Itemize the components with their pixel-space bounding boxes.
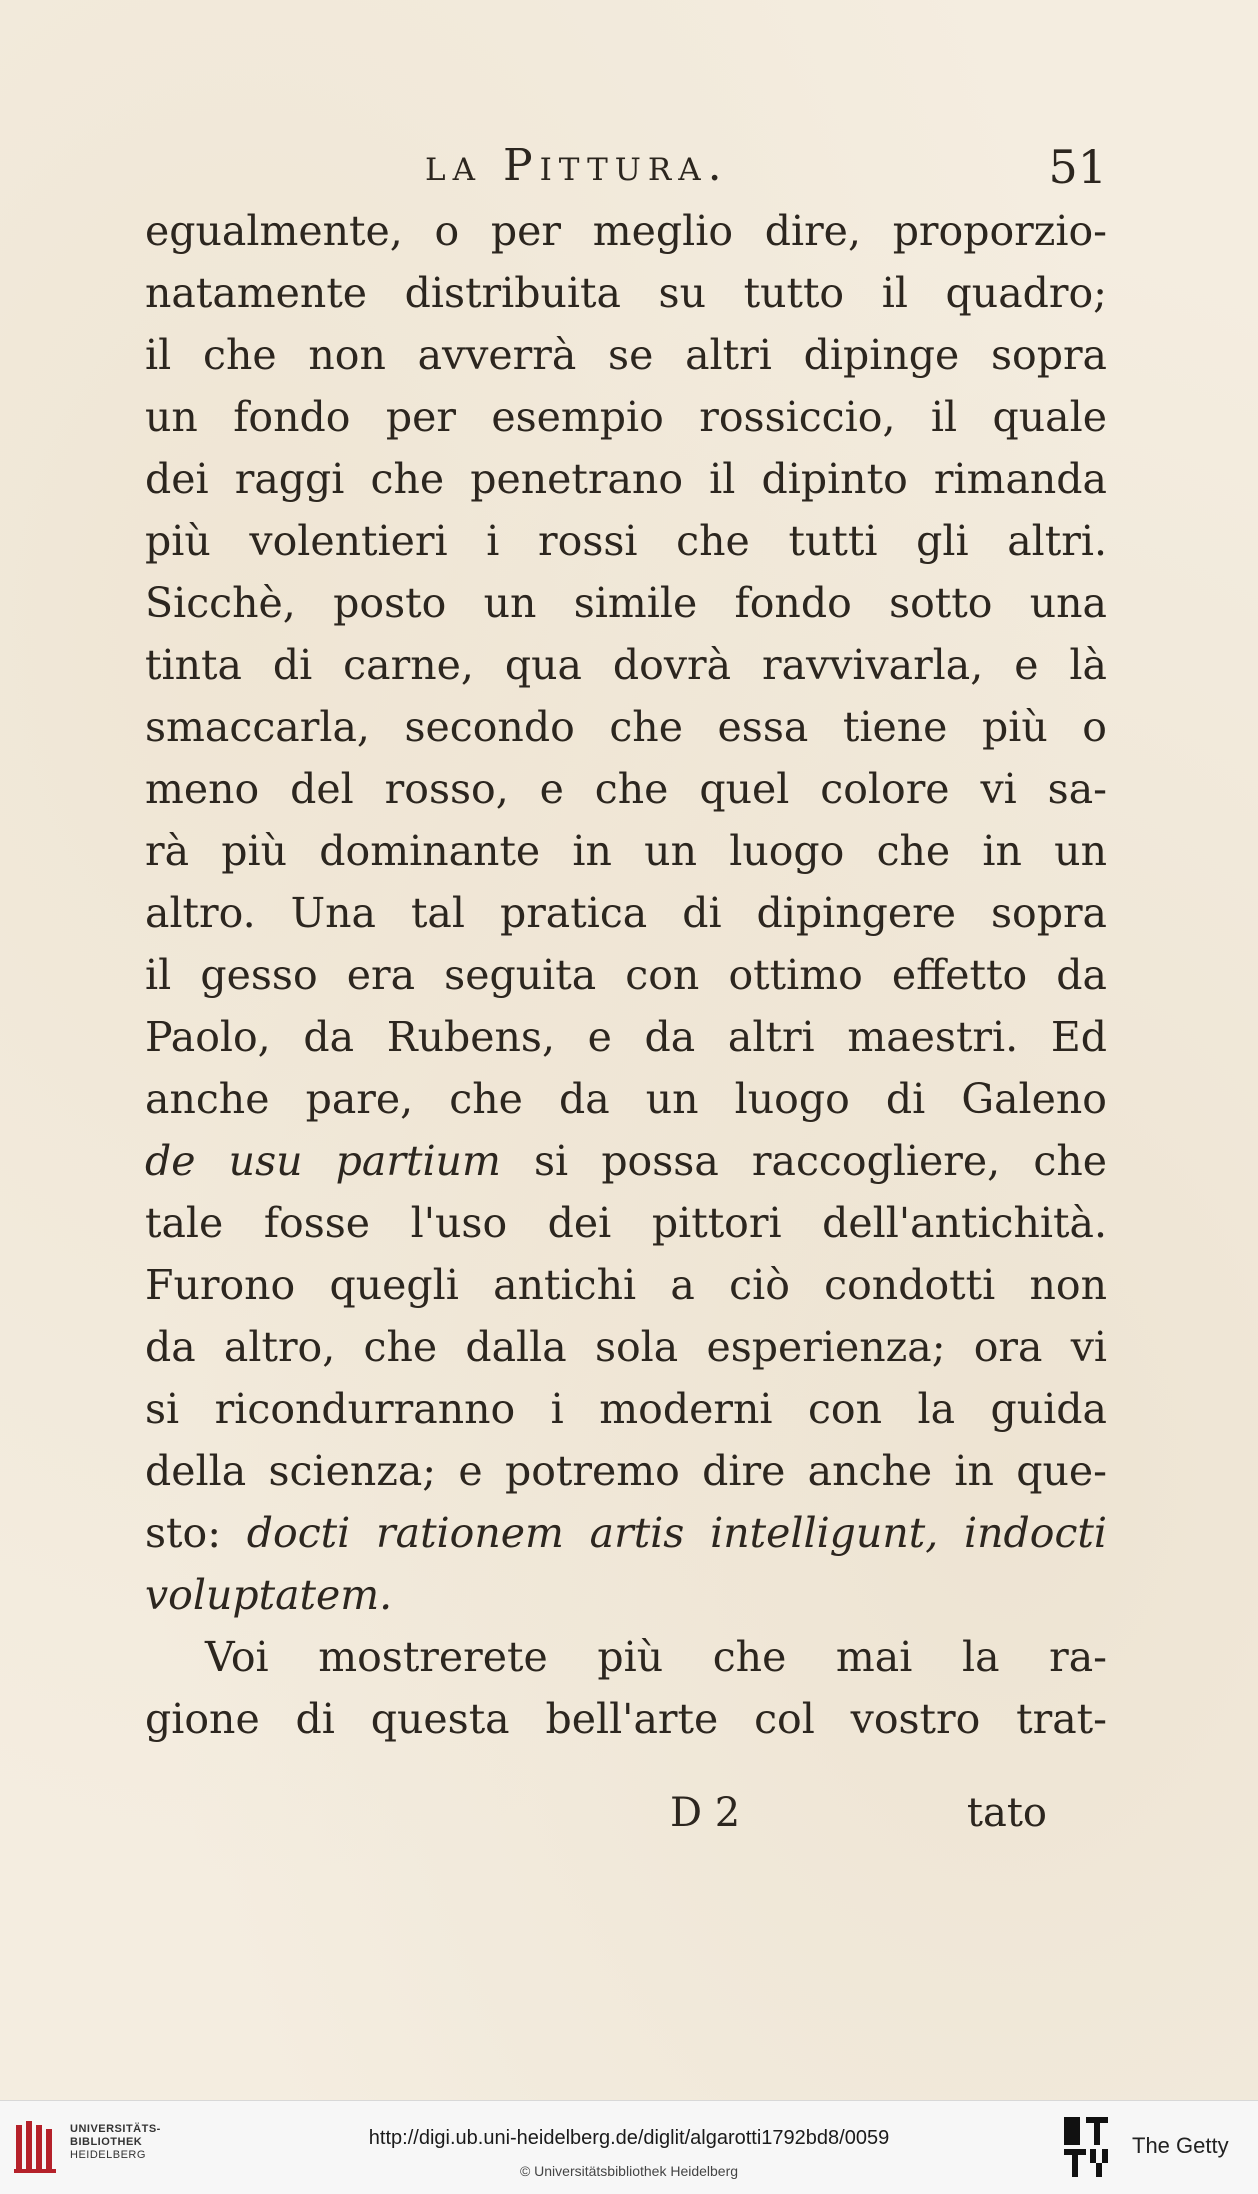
- body-text: [145, 200, 1107, 1750]
- italic-quotation: docti rationem artis intelligunt, indocti: [246, 1509, 1108, 1557]
- page-footer: [145, 1790, 1107, 1850]
- text-line: sto: docti rationem artis intelligunt, indocti: [145, 1509, 1108, 1557]
- partner-name: The Getty: [1132, 2133, 1229, 2158]
- getty-logo-icon: [1060, 2115, 1112, 2179]
- document-url-link[interactable]: http://digi.ub.uni-heidelberg.de/diglit/algarotti1792bd8/0059: [368, 2127, 890, 2149]
- text-line: Sicchè, posto un simile fondo sotto una: [145, 579, 1107, 627]
- text-line: Voi mostrerete più che mai la ra-: [205, 1633, 1107, 1681]
- text-line: il gesso era seguita con ottimo effetto da: [145, 951, 1107, 999]
- text-line: tale fosse l'uso dei pittori dell'antichità.: [145, 1199, 1107, 1247]
- text-line: si ricondurranno i moderni con la guida: [145, 1385, 1107, 1433]
- text-line: meno del rosso, e che quel colore vi sa-: [145, 765, 1107, 813]
- text-line: egualmente, o per meglio dire, proporzio-: [145, 207, 1107, 255]
- text-line: il che non avverrà se altri dipinge sopra: [145, 331, 1107, 379]
- catchword: tato: [966, 1790, 1047, 1836]
- library-name: UNIVERSITÄTS- BIBLIOTHEK HEIDELBERG: [70, 2123, 161, 2161]
- signature-mark: D 2: [670, 1790, 741, 1836]
- text-line: natamente distribuita su tutto il quadro;: [145, 269, 1107, 317]
- text-line: più volentieri i rossi che tutti gli altri.: [145, 517, 1107, 565]
- text-line: tinta di carne, qua dovrà ravvivarla, e là: [145, 641, 1107, 689]
- copyright-notice: © Universitätsbibliothek Heidelberg: [519, 2163, 739, 2179]
- text-line: altro. Una tal pratica di dipingere sopra: [145, 889, 1107, 937]
- text-line: smaccarla, secondo che essa tiene più o: [145, 703, 1107, 751]
- page-header: [145, 140, 1107, 196]
- text-line: voluptatem.: [145, 1571, 393, 1619]
- text-line: da altro, che dalla sola esperienza; ora vi: [145, 1323, 1107, 1371]
- text-line: anche pare, che da un luogo di Galeno: [145, 1075, 1107, 1123]
- running-title: la Pittura.: [425, 140, 729, 191]
- page-number: 51: [1048, 140, 1107, 194]
- text-line: de usu partium si possa raccogliere, che: [145, 1137, 1107, 1185]
- text-line: dei raggi che penetrano il dipinto rimanda: [145, 455, 1107, 503]
- italic-citation: de usu partium: [145, 1137, 501, 1185]
- text-line: Paolo, da Rubens, e da altri maestri. Ed: [145, 1013, 1107, 1061]
- library-footer-bar: [0, 2100, 1258, 2194]
- text-line: Furono quegli antichi a ciò condotti non: [145, 1261, 1107, 1309]
- text-line: gione di questa bell'arte col vostro trat-: [145, 1695, 1107, 1743]
- text-line: rà più dominante in un luogo che in un: [145, 827, 1107, 875]
- text-line: un fondo per esempio rossiccio, il quale: [145, 393, 1107, 441]
- text-line: della scienza; e potremo dire anche in que-: [145, 1447, 1107, 1495]
